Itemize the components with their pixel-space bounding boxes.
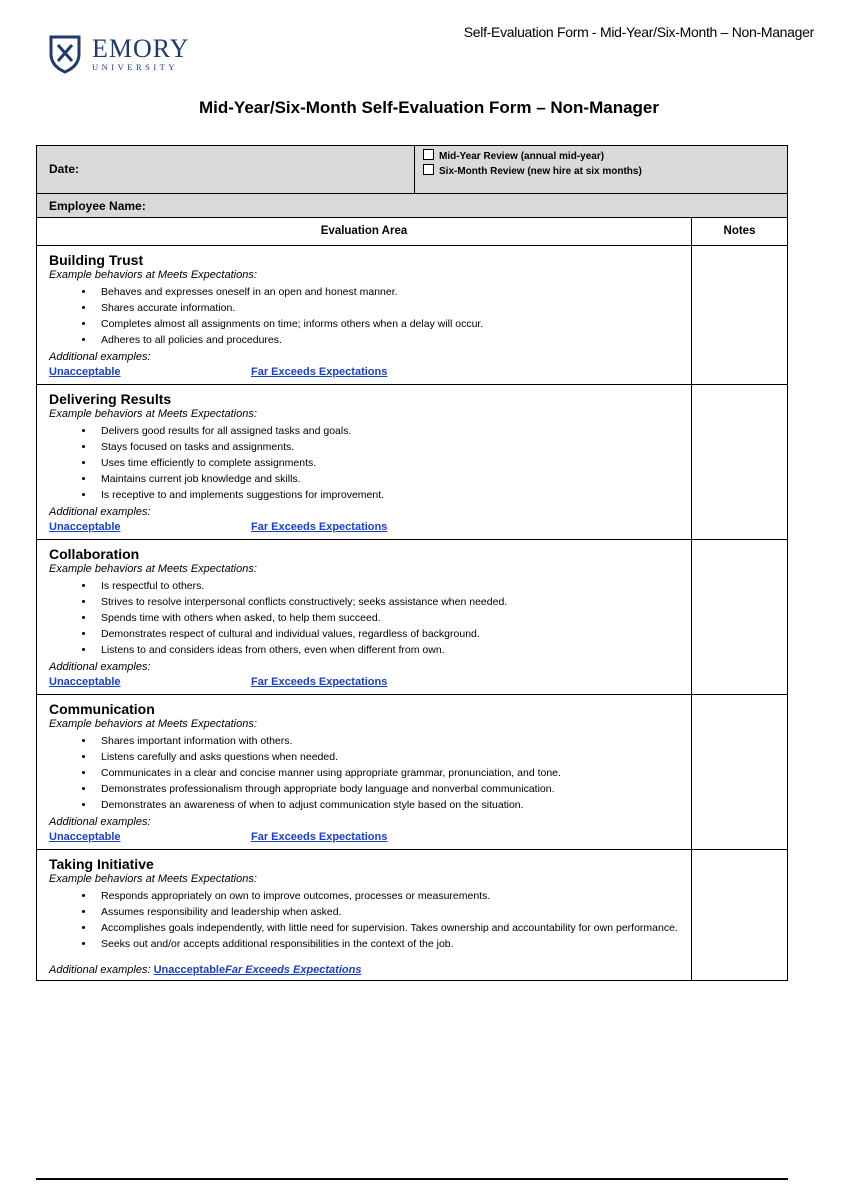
section-content: [37, 385, 692, 540]
section-content: [37, 850, 692, 981]
behavior-list: [49, 284, 683, 348]
behavior-item: • Maintains current job knowledge and skills.: [95, 471, 683, 487]
behavior-item: • Adheres to all policies and procedures.: [95, 332, 683, 348]
section-row: [37, 695, 788, 850]
link-far-exceeds[interactable]: Far Exceeds Expectations: [225, 964, 362, 976]
link-unacceptable[interactable]: Unacceptable: [49, 366, 121, 378]
section-title: Delivering Results: [49, 391, 172, 407]
link-unacceptable[interactable]: Unacceptable: [153, 964, 226, 976]
logo-subtitle: UNIVERSITY: [92, 61, 178, 72]
review-option-sixmonth[interactable]: Six-Month Review (new hire at six months): [423, 164, 781, 179]
behavior-item: • Is respectful to others.: [95, 578, 683, 594]
behavior-item: • Demonstrates respect of cultural and individual values, regardless of background.: [95, 626, 683, 642]
additional-examples-label: Additional examples:: [49, 816, 151, 828]
link-far-exceeds[interactable]: Far Exceeds Expectations: [251, 521, 388, 533]
link-unacceptable[interactable]: Unacceptable: [49, 676, 121, 688]
bottom-border: [36, 1178, 788, 1180]
behavior-list: [49, 888, 683, 952]
page-title: Mid-Year/Six-Month Self-Evaluation Form – Non-Manager: [199, 98, 659, 117]
rating-links: [49, 964, 683, 976]
section-title: Collaboration: [49, 546, 140, 562]
behavior-item: • Accomplishes goals independently, with little need for supervision. Takes ownership and accountability for own performance.: [95, 920, 683, 936]
behavior-item: • Shares important information with others.: [95, 733, 683, 749]
behavior-item: • Stays focused on tasks and assignments.: [95, 439, 683, 455]
notes-field[interactable]: [692, 850, 788, 981]
behavior-item: • Behaves and expresses oneself in an open and honest manner.: [95, 284, 683, 300]
behavior-item: • Demonstrates an awareness of when to adjust communication style based on the situation.: [95, 797, 683, 813]
rating-links: [49, 829, 683, 845]
behavior-item: • Shares accurate information.: [95, 300, 683, 316]
employee-name-label: Employee Name:: [49, 199, 146, 213]
section-subtitle: Example behaviors at Meets Expectations:: [49, 408, 257, 420]
rating-links: [49, 364, 683, 380]
section-row: [37, 385, 788, 540]
employee-name-field[interactable]: [37, 194, 788, 218]
additional-examples-label: Additional examples:: [49, 661, 151, 673]
behavior-list: [49, 578, 683, 658]
behavior-item: • Responds appropriately on own to improve outcomes, processes or measurements.: [95, 888, 683, 904]
behavior-item: • Seeks out and/or accepts additional responsibilities in the context of the job.: [95, 936, 683, 952]
section-title: Building Trust: [49, 252, 144, 268]
behavior-item: • Delivers good results for all assigned tasks and goals.: [95, 423, 683, 439]
behavior-item: • Uses time efficiently to complete assignments.: [95, 455, 683, 471]
additional-examples-label: Additional examples:: [49, 964, 151, 976]
rating-links: [49, 674, 683, 690]
checkbox-icon[interactable]: [423, 164, 434, 175]
behavior-item: • Listens to and considers ideas from others, even when different from own.: [95, 642, 683, 658]
section-row: [37, 850, 788, 981]
behavior-item: • Demonstrates professionalism through appropriate body language and nonverbal communication.: [95, 781, 683, 797]
link-unacceptable[interactable]: Unacceptable: [49, 521, 121, 533]
review-type-cell: [415, 146, 788, 194]
section-row: [37, 246, 788, 385]
behavior-item: • Is receptive to and implements suggestions for improvement.: [95, 487, 683, 503]
section-content: [37, 246, 692, 385]
section-content: [37, 695, 692, 850]
behavior-list: [49, 733, 683, 813]
section-subtitle: Example behaviors at Meets Expectations:: [49, 563, 257, 575]
logo-name: EMORY: [92, 33, 190, 63]
link-far-exceeds[interactable]: Far Exceeds Expectations: [251, 831, 388, 843]
section-subtitle: Example behaviors at Meets Expectations:: [49, 718, 257, 730]
document-header-title: Self-Evaluation Form - Mid-Year/Six-Month – Non-Manager: [463, 24, 814, 40]
behavior-list: [49, 423, 683, 503]
date-label: Date:: [49, 162, 80, 176]
section-title: Communication: [49, 701, 155, 717]
behavior-item: • Strives to resolve interpersonal conflicts constructively; seeks assistance when needed.: [95, 594, 683, 610]
checkbox-icon[interactable]: [423, 149, 434, 160]
behavior-item: • Listens carefully and asks questions when needed.: [95, 749, 683, 765]
behavior-item: • Communicates in a clear and concise manner using appropriate grammar, pronunciation, and tone.: [95, 765, 683, 781]
link-unacceptable[interactable]: Unacceptable: [49, 831, 121, 843]
notes-field[interactable]: [692, 385, 788, 540]
column-header-notes: Notes: [692, 218, 788, 246]
section-subtitle: Example behaviors at Meets Expectations:: [49, 873, 257, 885]
notes-field[interactable]: [692, 540, 788, 695]
additional-examples-label: Additional examples:: [49, 506, 151, 518]
notes-field[interactable]: [692, 246, 788, 385]
notes-field[interactable]: [692, 695, 788, 850]
behavior-item: • Completes almost all assignments on time; informs others when a delay will occur.: [95, 316, 683, 332]
section-subtitle: Example behaviors at Meets Expectations:: [49, 269, 257, 281]
section-row: [37, 540, 788, 695]
behavior-item: • Assumes responsibility and leadership when asked.: [95, 904, 683, 920]
column-header-area: Evaluation Area: [37, 218, 692, 246]
emory-logo: [48, 34, 189, 74]
behavior-item: • Spends time with others when asked, to help them succeed.: [95, 610, 683, 626]
section-content: [37, 540, 692, 695]
date-field[interactable]: [37, 146, 415, 194]
link-far-exceeds[interactable]: Far Exceeds Expectations: [251, 366, 388, 378]
link-far-exceeds[interactable]: Far Exceeds Expectations: [251, 676, 388, 688]
additional-examples-label: Additional examples:: [49, 351, 151, 363]
section-title: Taking Initiative: [49, 856, 154, 872]
rating-links: [49, 519, 683, 535]
evaluation-form-table: [36, 145, 788, 981]
shield-icon: [48, 34, 82, 74]
review-option-midyear[interactable]: Mid-Year Review (annual mid-year): [423, 149, 781, 164]
